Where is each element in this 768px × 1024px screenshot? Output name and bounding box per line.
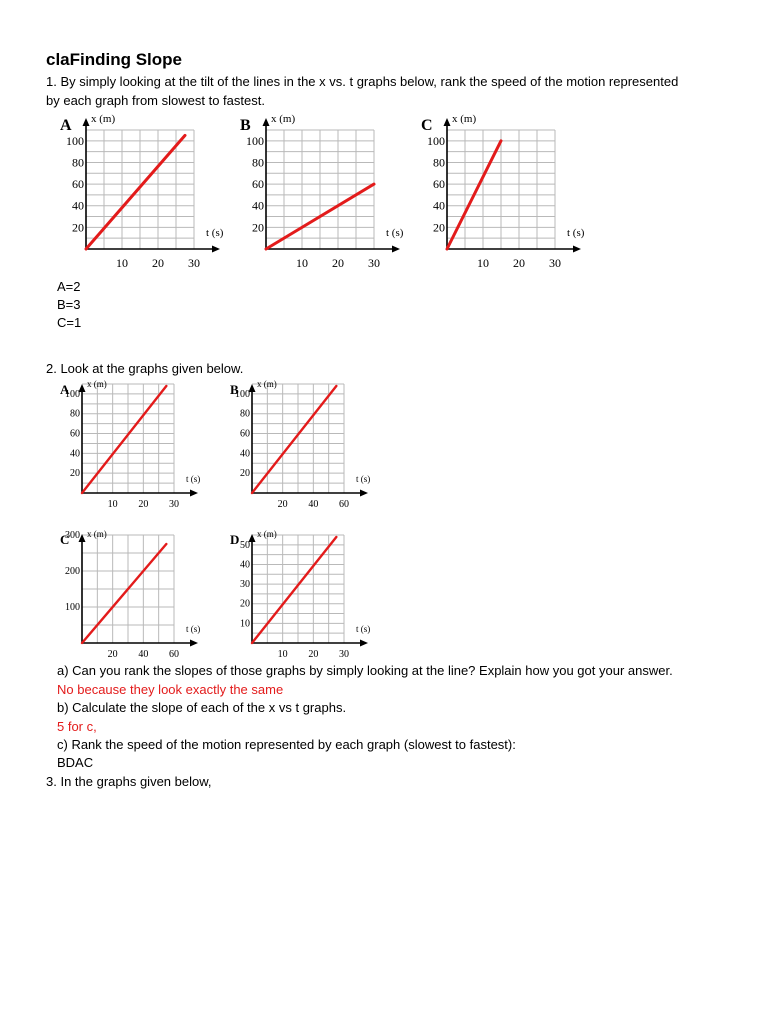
series-line xyxy=(82,386,166,493)
y-axis-arrow xyxy=(444,118,451,126)
y-tick-label: 50 xyxy=(240,539,250,551)
x-axis-label: t (s) xyxy=(356,474,371,484)
x-tick-label: 10 xyxy=(296,256,308,270)
q1-prompt-line1: 1. By simply looking at the tilt of the lines in the x vs. t graphs below, rank the speed of the motion represented xyxy=(46,74,679,89)
y-tick-label: 30 xyxy=(240,579,250,591)
x-tick-label: 30 xyxy=(368,256,380,270)
y-tick-label: 40 xyxy=(72,198,84,213)
x-tick-label: 20 xyxy=(107,649,118,660)
y-tick-label: 20 xyxy=(70,468,80,480)
x-axis-arrow xyxy=(212,246,220,253)
y-tick-label: 80 xyxy=(240,408,250,420)
q2a-answer: No because they look exactly the same xyxy=(57,682,284,697)
x-tick-label: 20 xyxy=(513,256,525,270)
y-tick-label: 20 xyxy=(72,220,84,235)
y-tick-label: 40 xyxy=(240,448,250,460)
graph-label: D xyxy=(230,532,240,547)
q1-answer-a: A=2 xyxy=(57,279,81,294)
y-tick-label: 60 xyxy=(433,177,445,192)
x-tick-label: 20 xyxy=(138,499,149,510)
y-axis-arrow xyxy=(83,118,90,126)
y-axis-label: x (m) xyxy=(91,113,116,125)
page-title: claFinding Slope xyxy=(46,50,183,69)
graph-label: B xyxy=(230,382,239,397)
grid xyxy=(266,130,374,249)
y-tick-label: 40 xyxy=(70,448,80,460)
y-tick-label: 20 xyxy=(240,468,250,480)
graph-label: B xyxy=(240,117,251,134)
y-tick-label: 20 xyxy=(252,220,264,235)
x-tick-label: 10 xyxy=(277,649,288,660)
x-axis-arrow xyxy=(190,490,198,497)
graph-label: C xyxy=(60,532,70,547)
x-axis-label: t (s) xyxy=(186,624,201,634)
x-tick-label: 20 xyxy=(308,649,319,660)
x-tick-label: 30 xyxy=(188,256,200,270)
x-axis-arrow xyxy=(360,640,368,647)
y-tick-label: 80 xyxy=(72,155,84,170)
grid xyxy=(447,130,555,249)
q2-prompt: 2. Look at the graphs given below. xyxy=(46,361,244,376)
x-axis-arrow xyxy=(392,246,400,253)
y-axis-label: x (m) xyxy=(87,379,107,389)
q3-prompt: 3. In the graphs given below, xyxy=(46,774,212,789)
x-tick-label: 10 xyxy=(107,499,118,510)
y-tick-label: 80 xyxy=(70,408,80,420)
x-tick-label: 20 xyxy=(152,256,164,270)
y-tick-label: 80 xyxy=(252,155,264,170)
y-tick-label: 100 xyxy=(66,133,84,148)
y-tick-label: 40 xyxy=(433,198,445,213)
series-line xyxy=(86,135,185,249)
x-tick-label: 10 xyxy=(116,256,128,270)
x-tick-label: 20 xyxy=(277,499,288,510)
y-axis-label: x (m) xyxy=(271,113,296,125)
x-tick-label: 30 xyxy=(169,499,179,510)
x-tick-label: 10 xyxy=(477,256,489,270)
q2c-question: c) Rank the speed of the motion represented by each graph (slowest to fastest): xyxy=(57,737,516,752)
x-axis-label: t (s) xyxy=(356,624,371,634)
x-tick-label: 30 xyxy=(339,649,349,660)
y-tick-label: 100 xyxy=(427,133,445,148)
y-axis-label: x (m) xyxy=(87,529,107,539)
x-axis-arrow xyxy=(573,246,581,253)
series-line xyxy=(252,537,336,643)
y-tick-label: 80 xyxy=(433,155,445,170)
graph-2b xyxy=(220,378,450,553)
y-tick-label: 40 xyxy=(240,559,250,571)
y-tick-label: 100 xyxy=(65,602,80,613)
x-axis-label: t (s) xyxy=(567,227,585,239)
q1-prompt-line2: by each graph from slowest to fastest. xyxy=(46,93,265,108)
q2c-answer: BDAC xyxy=(57,755,94,770)
y-tick-label: 60 xyxy=(240,428,250,440)
x-axis-arrow xyxy=(190,640,198,647)
y-axis-label: x (m) xyxy=(257,379,277,389)
y-tick-label: 40 xyxy=(252,198,264,213)
x-tick-label: 60 xyxy=(339,499,349,510)
y-tick-label: 100 xyxy=(246,133,264,148)
graph-label: C xyxy=(421,117,433,134)
y-axis-arrow xyxy=(263,118,270,126)
y-tick-label: 20 xyxy=(240,598,250,610)
x-axis-label: t (s) xyxy=(186,474,201,484)
x-tick-label: 40 xyxy=(138,649,149,660)
q1-answer-b: B=3 xyxy=(57,297,81,312)
x-tick-label: 20 xyxy=(332,256,344,270)
y-tick-label: 60 xyxy=(70,428,80,440)
q2b-question: b) Calculate the slope of each of the x vs t graphs. xyxy=(57,700,347,715)
series-line xyxy=(252,386,336,493)
q1-answer-c: C=1 xyxy=(57,315,82,330)
y-tick-label: 20 xyxy=(433,220,445,235)
y-tick-label: 100 xyxy=(65,388,80,400)
graph-label: A xyxy=(60,382,70,397)
x-tick-label: 40 xyxy=(308,499,319,510)
x-axis-label: t (s) xyxy=(206,227,224,239)
y-axis-label: x (m) xyxy=(452,113,477,125)
graph-label: A xyxy=(60,117,72,134)
x-axis-arrow xyxy=(360,490,368,497)
series-line xyxy=(82,544,166,643)
y-tick-label: 60 xyxy=(252,177,264,192)
y-tick-label: 100 xyxy=(235,388,250,400)
q2a-question: a) Can you rank the slopes of those graphs by simply looking at the line? Explain how you got your answer. xyxy=(57,663,673,678)
graph-1c xyxy=(407,110,637,285)
y-tick-label: 300 xyxy=(65,530,80,541)
x-tick-label: 30 xyxy=(549,256,561,270)
x-tick-label: 60 xyxy=(169,649,179,660)
x-axis-label: t (s) xyxy=(386,227,404,239)
y-axis-label: x (m) xyxy=(257,529,277,539)
y-tick-label: 60 xyxy=(72,177,84,192)
y-tick-label: 200 xyxy=(65,566,80,577)
q2b-answer: 5 for c, xyxy=(57,719,97,734)
y-tick-label: 10 xyxy=(240,618,250,630)
